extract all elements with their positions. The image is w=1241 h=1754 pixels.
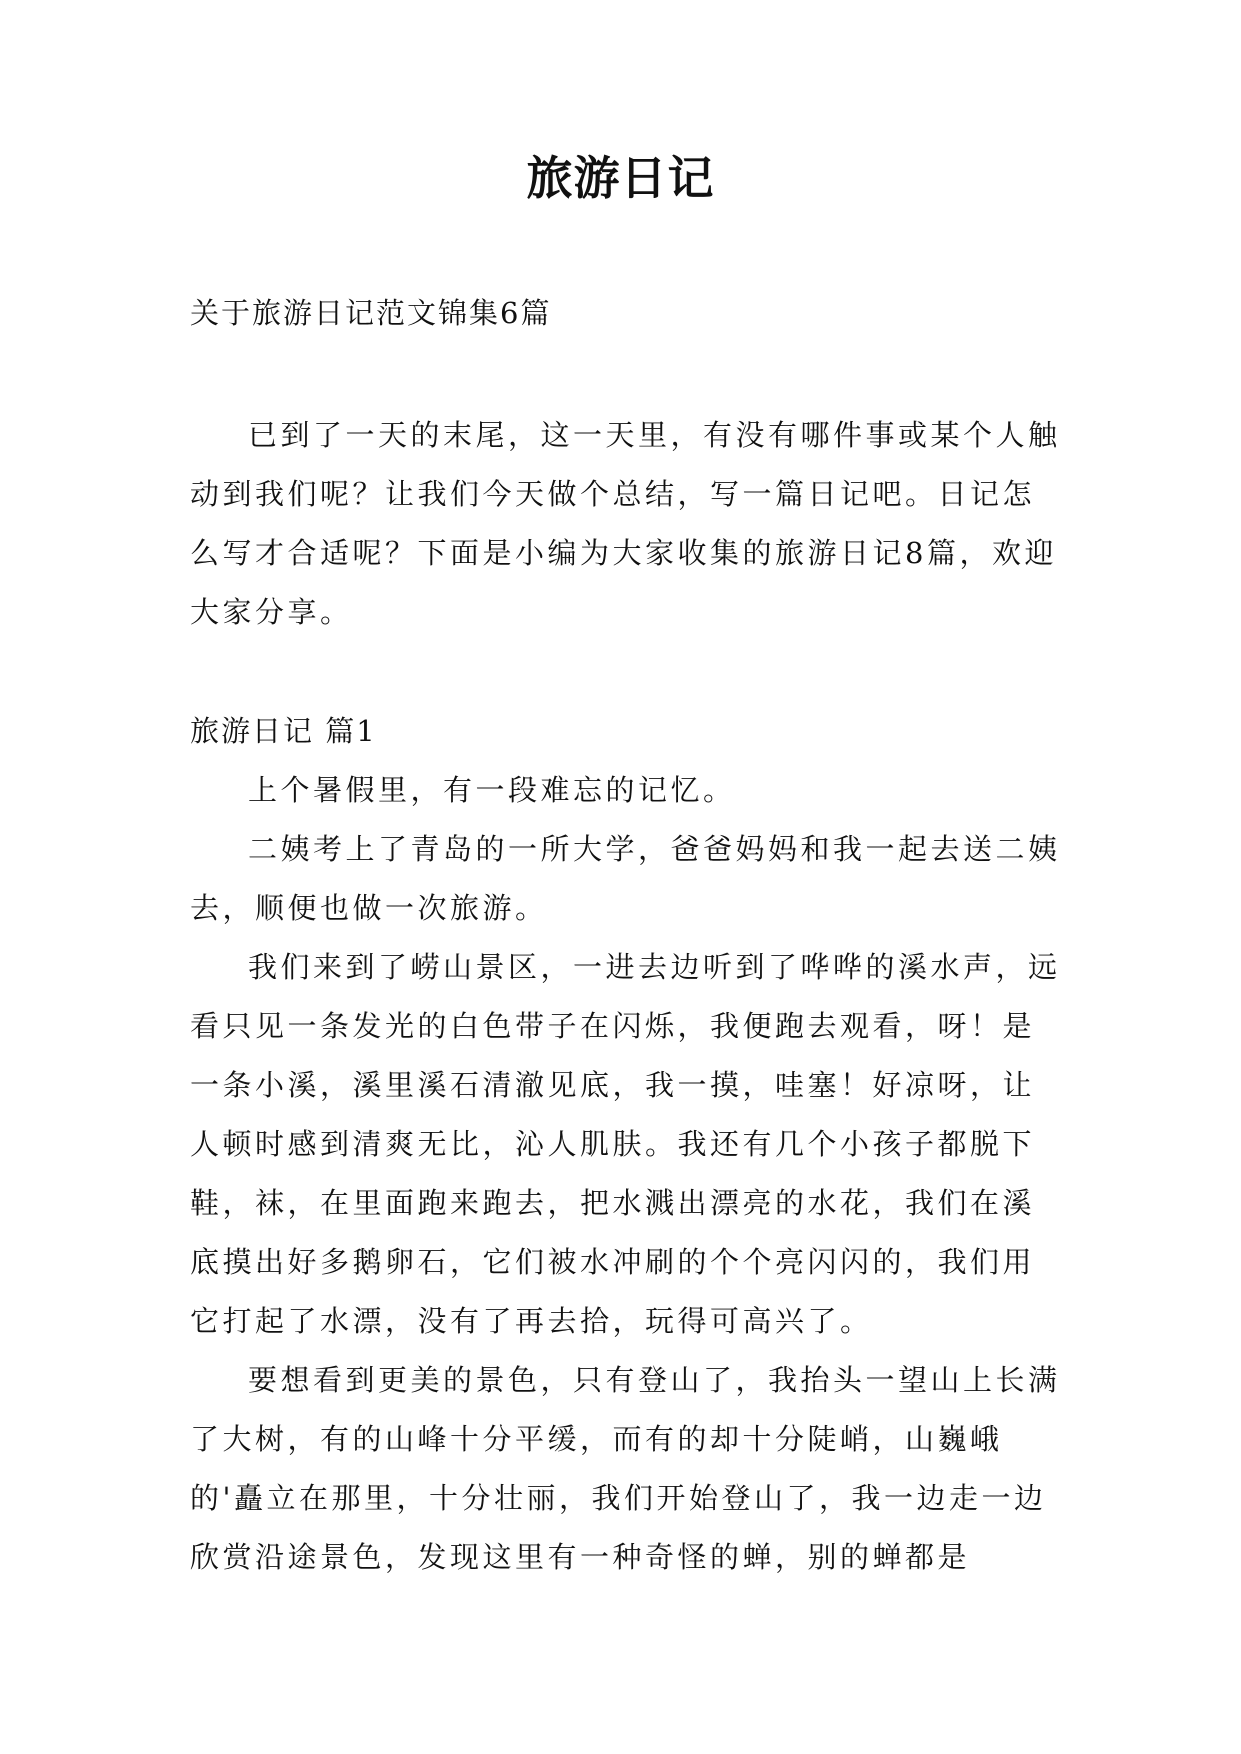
document-body xyxy=(190,406,1062,1587)
intro-paragraph: 已到了一天的末尾，这一天里，有没有哪件事或某个人触动到我们呢？让我们今天做个总结，写一篇日记吧。日记怎么写才合适呢？下面是小编为大家收集的旅游日记8篇，欢迎大家分享。 xyxy=(190,418,1061,629)
body-paragraph: 要想看到更美的景色，只有登山了，我抬头一望山上长满了大树，有的山峰十分平缓，而有的却十分陡峭，山巍峨的'矗立在那里，十分壮丽，我们开始登山了，我一边走一边欣赏沿途景色，发现这里有一种奇怪的蝉，别的蝉都是 xyxy=(190,1363,1061,1574)
section-title: 旅游日记 篇1 xyxy=(190,714,377,748)
body-paragraph: 我们来到了崂山景区，一进去边听到了哗哗的溪水声，远看只见一条发光的白色带子在闪烁，我便跑去观看，呀！是一条小溪，溪里溪石清澈见底，我一摸，哇塞！好凉呀，让人顿时感到清爽无比，沁人肌肤。我还有几个小孩子都脱下鞋，袜，在里面跑来跑去，把水溅出漂亮的水花，我们在溪底摸出好多鹅卵石，它们被水冲刷的个个亮闪闪的，我们用它打起了水漂，没有了再去拾，玩得可高兴了。 xyxy=(190,950,1061,1338)
paragraph-gap xyxy=(190,642,1062,702)
document-title: 旅游日记 xyxy=(526,151,715,205)
document-subtitle: 关于旅游日记范文锦集6篇 xyxy=(190,296,552,330)
body-paragraph: 二姨考上了青岛的一所大学，爸爸妈妈和我一起去送二姨去，顺便也做一次旅游。 xyxy=(190,832,1061,925)
body-paragraph: 上个暑假里，有一段难忘的记忆。 xyxy=(248,773,736,807)
